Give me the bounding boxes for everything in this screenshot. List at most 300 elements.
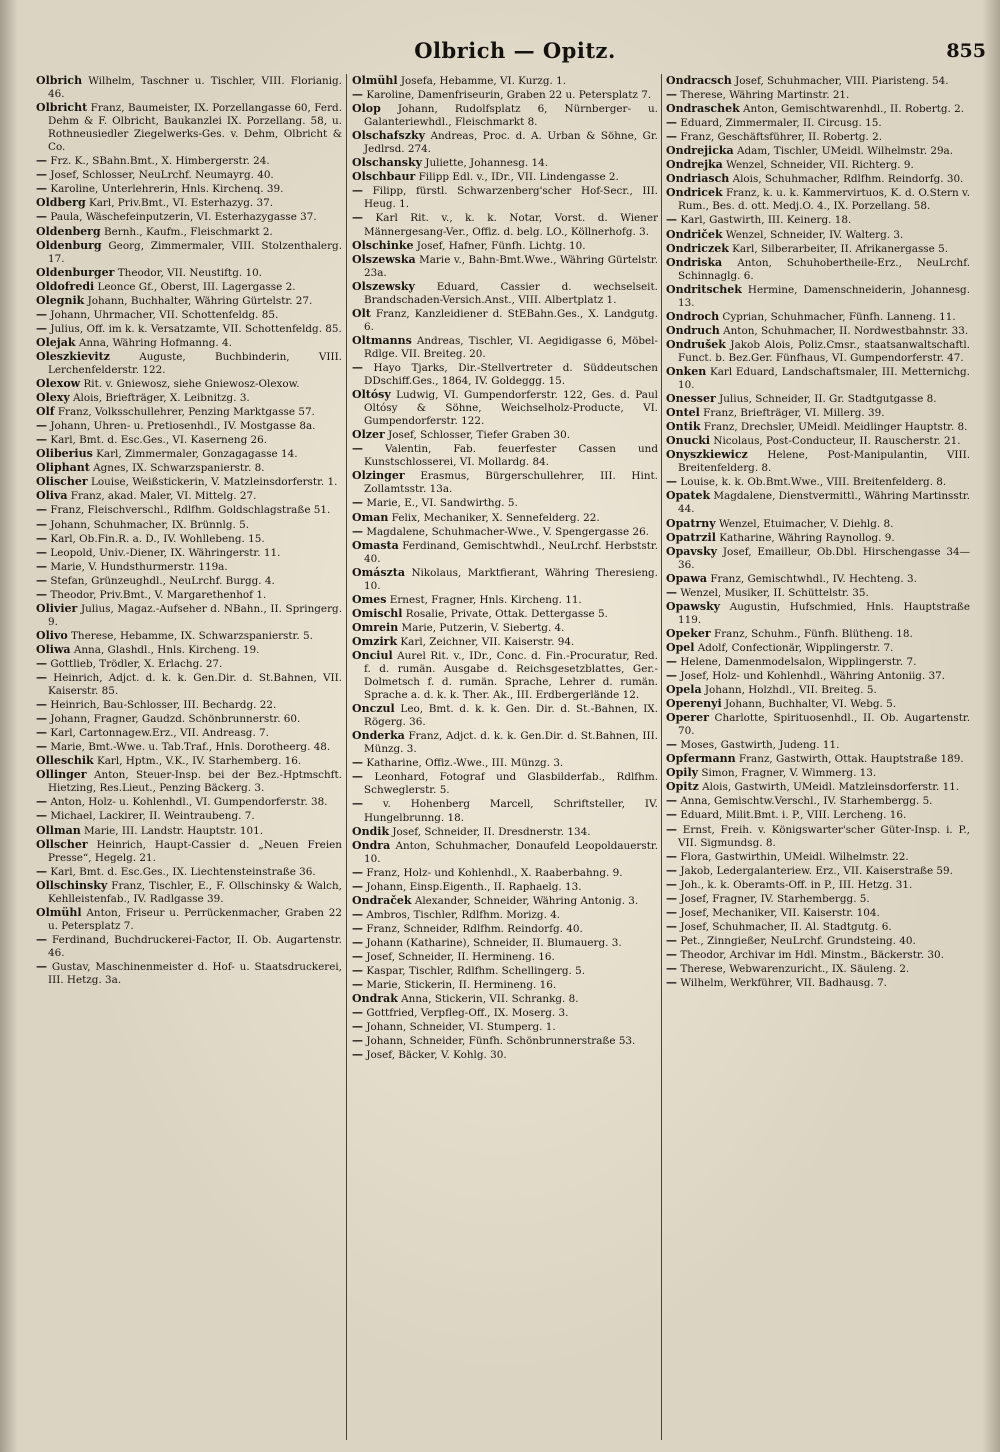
entry-details: Marie, Stickerin, II. Hermineng. 16. <box>366 979 557 992</box>
entry-details: Franz, Schneider, Rdlfhm. Reindorfg. 40. <box>366 922 583 935</box>
entry-surname: — <box>352 879 363 893</box>
entry-surname: — <box>36 182 47 196</box>
entry-surname: Olmühl <box>36 905 82 919</box>
entry-surname: — <box>36 726 47 740</box>
directory-entry <box>666 242 970 256</box>
entry-details: Karl, Hptm., V.K., IV. Starhemberg. 16. <box>96 755 302 768</box>
entry-details: Johann (Katharine), Schneider, II. Blumauerg. 3. <box>366 936 622 949</box>
entry-surname: Olbrich <box>36 74 83 87</box>
entry-details: Johann, Uhren- u. Pretiosenhdl., IV. Mostgasse 8a. <box>50 420 316 433</box>
entry-details: Anna, Gemischtw.Verschl., IV. Starhembergg. 5. <box>680 795 933 808</box>
directory-entry <box>666 752 970 766</box>
directory-entry <box>352 866 658 880</box>
entry-details: Franz, Gastwirth, Ottak. Hauptstraße 189. <box>738 753 964 766</box>
entry-details: Augustin, Hufschmied, Hnls. Hauptstraße 119. <box>678 600 970 626</box>
entry-surname: — <box>666 585 677 599</box>
directory-entry <box>36 74 342 101</box>
directory-entry <box>36 960 342 987</box>
entry-details: Filipp Edl. v., IDr., VII. Lindengasse 2. <box>418 171 619 184</box>
entry-surname: Oliwa <box>36 642 71 656</box>
directory-entry <box>352 593 658 607</box>
entry-surname: Olejak <box>36 335 76 349</box>
directory-entry <box>666 517 970 531</box>
entry-surname: — <box>352 978 363 992</box>
directory-entry <box>352 280 658 307</box>
directory-entry <box>36 629 342 643</box>
entry-details: Andreas, Proc. d. A. Urban & Söhne, Gr. Jedlrsd. 274. <box>364 130 658 156</box>
entry-details: Therese, Hebamme, IX. Schwarzspanierstr. 5. <box>70 629 313 642</box>
entry-surname: — <box>36 433 47 447</box>
page-header <box>40 36 990 70</box>
directory-entry <box>666 906 970 920</box>
entry-surname: — <box>352 964 363 978</box>
directory-entry <box>36 906 342 933</box>
entry-surname: Ondriasch <box>666 172 730 186</box>
entry-details: Rit. v. Gniewosz, siehe Gniewosz-Olexow. <box>83 378 300 391</box>
entry-details: Anna, Stickerin, VII. Schrankg. 8. <box>401 993 579 1006</box>
directory-entry <box>36 405 342 419</box>
entry-details: Ernest, Fragner, Hnls. Kircheng. 11. <box>389 593 582 606</box>
directory-entry <box>36 838 342 865</box>
entry-surname: Omes <box>352 592 387 606</box>
entry-surname: Operenyi <box>666 697 722 711</box>
directory-entry <box>352 102 658 129</box>
entry-details: Franz, Geschäftsführer, II. Robertg. 2. <box>680 131 883 144</box>
entry-details: Karoline, Unterlehrerin, Hnls. Kirchenq. 39. <box>50 183 284 196</box>
entry-surname: Olivo <box>36 628 68 642</box>
entry-details: Josef, Bäcker, V. Kohlg. 30. <box>366 1049 507 1062</box>
directory-entry <box>666 892 970 906</box>
directory-entry <box>352 74 658 88</box>
entry-surname: Ondrejicka <box>666 144 734 158</box>
entry-surname: — <box>666 905 677 919</box>
entry-details: Anton, Holz- u. Kohlenhdl., VI. Gumpendorferstr. 38. <box>50 796 328 809</box>
directory-entry <box>666 144 970 158</box>
entry-surname: — <box>36 587 47 601</box>
entry-details: Adolf, Confectionär, Wipplingerstr. 7. <box>697 641 894 654</box>
entry-surname: Oliphant <box>36 461 90 475</box>
directory-entry <box>352 566 658 593</box>
directory-entry <box>36 503 342 517</box>
entry-details: Kaspar, Tischler, Rdlfhm. Schellingerg. 5. <box>366 965 586 978</box>
entry-surname: Oldenburg <box>36 238 102 252</box>
entry-details: Eduard, Milit.Bmt. i. P., VIII. Lercheng. 16. <box>680 809 907 822</box>
directory-entry <box>352 253 658 280</box>
entry-details: Magdalene, Schuhmacher-Wwe., V. Spengergasse 26. <box>366 525 649 538</box>
entry-details: Johann, Schneider, VI. Stumperg. 1. <box>366 1021 556 1034</box>
directory-entry <box>36 643 342 657</box>
entry-surname: — <box>36 307 47 321</box>
directory-entry <box>666 683 970 697</box>
entry-surname: — <box>666 88 677 102</box>
directory-entry <box>352 756 658 770</box>
entry-surname: Olop <box>352 102 381 116</box>
directory-entry <box>666 962 970 976</box>
directory-entry <box>666 102 970 116</box>
entry-surname: Ondriczek <box>666 241 729 255</box>
entry-surname: — <box>666 962 677 975</box>
entry-surname: Oliberius <box>36 447 93 461</box>
entry-details: Marie, V. Hundsthurmerstr. 119a. <box>50 560 228 573</box>
entry-surname: — <box>666 794 677 808</box>
directory-entry <box>666 256 970 283</box>
entry-details: Katharine, Währing Raynollog. 9. <box>719 531 895 544</box>
entry-details: Johann, Schneider, Fünfh. Schönbrunnerstraße 53. <box>366 1035 636 1048</box>
entry-surname: — <box>352 865 363 879</box>
entry-details: Julius, Magaz.-Aufseher d. NBahn., II. Springerg. 9. <box>48 602 342 628</box>
column-middle <box>352 74 658 1444</box>
entry-surname: — <box>666 947 677 961</box>
entry-details: Gottfried, Verpfleg-Off., IX. Moserg. 3. <box>366 1007 569 1020</box>
entry-surname: Olivier <box>36 601 78 615</box>
entry-details: Wenzel, Schneider, VII. Richterg. 9. <box>726 159 914 172</box>
directory-entry <box>36 768 342 795</box>
directory-entry <box>666 158 970 172</box>
entry-details: Josef, Emailleur, Ob.Dbl. Hirschengasse 34—36. <box>678 545 970 571</box>
directory-entry <box>666 697 970 711</box>
directory-entry <box>352 511 658 525</box>
directory-entry <box>36 239 342 266</box>
directory-entry <box>36 280 342 294</box>
entry-surname: — <box>352 524 363 538</box>
entry-details: Josef, Schneider, II. Hermineng. 16. <box>366 951 555 963</box>
entry-details: Auguste, Buchbinderin, VIII. Lerchenfelderstr. 122. <box>48 350 342 376</box>
entry-details: Heinrich, Adjct. d. k. k. Gen.Dir. d. St.Bahnen, VII. Kaiserstr. 85. <box>48 672 342 698</box>
entry-details: Alois, Briefträger, X. Leibnitzg. 3. <box>73 392 250 405</box>
entry-surname: — <box>352 1020 363 1034</box>
entry-details: Charlotte, Spirituosenhdl., II. Ob. Augartenstr. 70. <box>678 712 970 738</box>
entry-details: Johann, Einsp.Eigenth., II. Raphaelg. 13. <box>366 880 582 893</box>
entry-surname: Ollinger <box>36 768 87 782</box>
entry-surname: — <box>36 210 47 224</box>
entry-details: Gottlieb, Trödler, X. Erlachg. 27. <box>50 657 223 670</box>
directory-entry <box>666 88 970 102</box>
entry-surname: — <box>352 770 363 784</box>
directory-entry <box>666 586 970 600</box>
entry-surname: Olf <box>36 405 55 419</box>
directory-entry <box>352 649 658 702</box>
entry-surname: Onken <box>666 364 707 378</box>
entry-surname: — <box>666 213 677 227</box>
directory-entry <box>352 1020 658 1034</box>
directory-entry <box>36 196 342 210</box>
entry-details: Franz, k. u. k. Kammervirtuos, K. d. O.Stern v. Rum., Bes. d. ott. Medj.O. 4., IX. Porzellang. 58. <box>678 187 970 213</box>
entry-surname: — <box>36 712 47 726</box>
directory-entry <box>666 172 970 186</box>
directory-entry <box>352 908 658 922</box>
directory-entry <box>666 420 970 434</box>
entry-surname: Opela <box>666 683 702 697</box>
entry-details: Jakob Alois, Poliz.Cmsr., staatsanwaltschaftl. Funct. b. Bez.Ger. Fünfhaus, VI. Gumpendorferstr. 47. <box>678 338 970 364</box>
directory-entry <box>666 766 970 780</box>
directory-entry <box>36 433 342 447</box>
entry-surname: — <box>352 935 363 949</box>
entry-surname: Olszewsky <box>352 279 415 293</box>
entry-surname: — <box>36 864 47 878</box>
entry-details: Alois, Gastwirth, UMeidl. Matzleinsdorferstr. 11. <box>702 781 960 794</box>
entry-details: Anton, Schuhobertheile-Erz., NeuLrchf. Schinnaglg. 6. <box>678 256 970 282</box>
directory-entry <box>666 228 970 242</box>
entry-surname: — <box>666 116 677 130</box>
entry-surname: — <box>666 738 677 752</box>
entry-details: Anton, Steuer-Insp. bei der Bez.-Hptmschft. Hietzing, Res.Lieut., Penzing Bäckerg. 3. <box>48 769 342 795</box>
directory-entry <box>36 532 342 546</box>
entry-details: Josef, Fragner, IV. Starhembergg. 5. <box>680 892 870 905</box>
directory-entry <box>352 880 658 894</box>
entry-details: Franz, Tischler, E., F. Ollschinsky & Walch, Kehlleistenfab., IV. Radlgasse 39. <box>48 879 342 905</box>
directory-entry <box>666 600 970 627</box>
entry-details: Hayo Tjarks, Dir.-Stellvertreter d. Süddeutschen DDschiff.Ges., 1864, IV. Goldeggg. 15. <box>364 361 658 388</box>
entry-surname: — <box>36 517 47 531</box>
entry-surname: Onciul <box>352 648 393 662</box>
directory-entry <box>352 388 658 428</box>
directory-entry <box>36 518 342 532</box>
entry-surname: — <box>352 907 363 921</box>
entry-surname: Olschinke <box>352 238 414 252</box>
entry-surname: Omischl <box>352 606 403 620</box>
directory-entry <box>666 434 970 448</box>
entry-surname: Olmühl <box>352 74 398 87</box>
directory-entry <box>36 754 342 768</box>
directory-entry <box>36 740 342 754</box>
entry-details: Johann, Uhrmacher, VII. Schottenfeldg. 85. <box>50 308 279 321</box>
directory-entry <box>36 294 342 308</box>
entry-surname: Oltmanns <box>352 333 412 347</box>
directory-entry <box>352 894 658 908</box>
directory-entry <box>352 539 658 566</box>
directory-entry <box>666 711 970 738</box>
entry-details: Andreas, Tischler, VI. Aegidigasse 6, Möbel-Rdlge. VII. Breiteg. 20. <box>364 334 658 360</box>
entry-surname: — <box>36 545 47 559</box>
directory-entry <box>352 992 658 1006</box>
entry-surname: Olschbaur <box>352 170 416 184</box>
directory-entry <box>666 794 970 808</box>
entry-details: Marie, Putzerin, V. Siebertg. 4. <box>401 621 565 634</box>
directory-entry <box>666 948 970 962</box>
entry-surname: Olzer <box>352 428 385 442</box>
entry-surname: — <box>36 573 47 587</box>
entry-details: Franz, akad. Maler, VI. Mittelg. 27. <box>70 490 257 503</box>
directory-entry <box>36 546 342 560</box>
entry-surname: Oltósy <box>352 388 391 402</box>
directory-entry <box>352 936 658 950</box>
directory-entry <box>352 621 658 635</box>
directory-entry <box>352 964 658 978</box>
entry-details: Karl, Zimmermaler, Gonzagagasse 14. <box>96 448 298 461</box>
entry-surname: Opawsky <box>666 599 721 613</box>
directory-entry <box>36 336 342 350</box>
entry-surname: — <box>666 877 677 891</box>
directory-entry <box>36 933 342 960</box>
directory-entry <box>352 729 658 756</box>
entry-details: Franz, Holz- und Kohlenhdl., X. Raaberbahng. 9. <box>366 866 623 879</box>
entry-surname: — <box>352 797 363 811</box>
directory-entry <box>36 657 342 671</box>
directory-entry <box>352 825 658 839</box>
entry-details: Joh., k. k. Oberamts-Off. in P., III. Hetzg. 31. <box>680 878 913 891</box>
directory-entry <box>36 602 342 629</box>
entry-details: Anna, Glashdl., Hnls. Kircheng. 19. <box>73 643 260 656</box>
directory-entry <box>666 74 970 88</box>
directory-entry <box>666 864 970 878</box>
entry-surname: — <box>352 921 363 935</box>
directory-entry <box>666 627 970 641</box>
entry-surname: Oman <box>352 510 389 524</box>
entry-surname: Onderka <box>352 729 405 743</box>
directory-entry <box>352 839 658 866</box>
entry-surname: — <box>36 321 47 335</box>
entry-surname: — <box>352 1034 363 1048</box>
entry-details: Ferdinand, Gemischtwhdl., NeuLrchf. Herbststr. 40. <box>364 539 658 565</box>
entry-details: Heinrich, Haupt-Cassier d. „Neuen Freien Presse“, Hegelg. 21. <box>48 838 342 864</box>
directory-entry <box>36 419 342 433</box>
entry-surname: Olbricht <box>36 101 88 115</box>
directory-entry <box>36 489 342 503</box>
entry-details: Leonhard, Fotograf und Glasbilderfab., Rdlfhm. Schweglerstr. 5. <box>364 771 658 797</box>
directory-entry <box>352 211 658 238</box>
directory-entry <box>666 392 970 406</box>
entry-surname: — <box>666 130 677 144</box>
entry-details: Karoline, Damenfriseurin, Graben 22 u. Petersplatz 7. <box>366 89 652 102</box>
entry-surname: Olexow <box>36 377 81 391</box>
entry-details: Alois, Schuhmacher, Rdlfhm. Reindorfg. 30. <box>732 173 964 186</box>
entry-details: Wilhelm, Werkführer, VII. Badhausg. 7. <box>680 977 887 990</box>
directory-entry <box>352 129 658 156</box>
entry-details: Magdalene, Dienstvermittl., Währing Martinsstr. 44. <box>678 490 970 516</box>
directory-entry <box>352 334 658 361</box>
entry-details: Stefan, Grünzeughdl., NeuLrchf. Burgg. 4. <box>50 574 275 587</box>
entry-surname: — <box>666 654 677 668</box>
running-title: Olbrich — Opitz. <box>414 38 616 63</box>
entry-details: Karl, Bmt. d. Esc.Ges., IX. Liechtensteinstraße 36. <box>50 865 316 878</box>
entry-surname: Opawa <box>666 571 707 585</box>
entry-surname: — <box>666 976 677 990</box>
entry-details: Filipp, fürstl. Schwarzenberg'scher Hof-Secr., III. Heug. 1. <box>364 185 658 211</box>
directory-entry <box>352 770 658 797</box>
directory-entry <box>352 496 658 510</box>
entry-surname: Operer <box>666 711 709 725</box>
entry-details: Marie, III. Landstr. Hauptstr. 101. <box>84 824 264 837</box>
entry-details: Johann, Schuhmacher, IX. Brünnlg. 5. <box>50 518 250 531</box>
entry-surname: — <box>666 891 677 905</box>
entry-details: Anton, Gemischtwarenhdl., II. Robertg. 2. <box>743 103 965 116</box>
entry-surname: Opel <box>666 640 695 654</box>
directory-entry <box>352 978 658 992</box>
directory-entry <box>352 428 658 442</box>
entry-details: Karl, Bmt. d. Esc.Ges., VI. Kaserneng 26. <box>50 434 268 447</box>
page-number: 855 <box>946 40 986 62</box>
directory-entry <box>666 655 970 669</box>
directory-entry <box>666 116 970 130</box>
directory-entry <box>36 588 342 602</box>
entry-details: Johann, Holzhdl., VII. Breiteg. 5. <box>704 684 877 697</box>
entry-surname: — <box>352 756 363 770</box>
entry-details: Josef, Schlosser, NeuLrchf. Neumayrg. 40. <box>50 169 274 182</box>
entry-surname: Ondracsch <box>666 74 732 87</box>
entry-surname: — <box>352 184 363 198</box>
entry-details: Alexander, Schneider, Währing Antonig. 3. <box>414 894 639 907</box>
entry-details: Karl Eduard, Landschaftsmaler, III. Metternichg. 10. <box>678 365 970 392</box>
entry-details: Therese, Währing Martinstr. 21. <box>680 89 850 102</box>
entry-details: Wenzel, Schneider, IV. Walterg. 3. <box>725 228 904 241</box>
entry-surname: Opatrzil <box>666 530 716 544</box>
entry-details: Nikolaus, Marktfierant, Währing Theresieng. 10. <box>364 566 658 592</box>
entry-surname: Omásztа <box>352 565 405 579</box>
directory-entry <box>666 878 970 892</box>
entry-surname: Olzinger <box>352 469 405 483</box>
entry-details: Eduard, Cassier d. wechselseit. Brandschaden-Versich.Anst., VIII. Albertplatz 1. <box>364 280 658 306</box>
entry-details: Nicolaus, Post-Conducteur, II. Rauscherstr. 21. <box>713 435 961 448</box>
directory-entry <box>36 879 342 906</box>
directory-entry <box>666 186 970 213</box>
entry-surname: — <box>352 442 363 456</box>
entry-details: Franz, Kanzleidiener d. StEBahn.Ges., X. Landgutg. 6. <box>364 307 658 333</box>
directory-entry <box>36 824 342 838</box>
entry-details: Helene, Damenmodelsalon, Wipplingerstr. 7. <box>680 655 917 668</box>
entry-surname: — <box>352 950 363 963</box>
entry-details: Franz, Drechsler, UMeidl. Meidlinger Hauptstr. 8. <box>703 421 968 434</box>
entry-surname: Ondrušek <box>666 337 726 351</box>
entry-details: Karl, Zeichner, VII. Kaiserstr. 94. <box>400 635 575 648</box>
directory-entry <box>352 361 658 388</box>
entry-details: Marie, Bmt.-Wwe. u. Tab.Traf., Hnls. Dorotheerg. 48. <box>50 741 331 754</box>
entry-surname: Opatrny <box>666 516 716 530</box>
entry-details: Franz, Schuhm., Fünfh. Blütheng. 18. <box>714 627 913 640</box>
entry-details: Josef, Schneider, II. Dresdnerstr. 134. <box>392 825 591 838</box>
entry-details: Josef, Holz- und Kohlenhdl., Währing Antoniig. 37. <box>680 670 946 683</box>
entry-details: Anton, Schuhmacher, Donaufeld Leopoldauerstr. 10. <box>364 839 658 865</box>
directory-entry <box>352 88 658 102</box>
directory-entry <box>36 101 342 154</box>
directory-entry <box>352 1048 658 1062</box>
entry-surname: Opatek <box>666 489 711 503</box>
entry-surname: Oliva <box>36 489 68 503</box>
entry-surname: — <box>36 740 47 754</box>
directory-entry <box>36 391 342 405</box>
entry-details: Josef, Hafner, Fünfh. Lichtg. 10. <box>416 239 586 252</box>
entry-details: Karl, Gastwirth, III. Keinerg. 18. <box>680 214 852 227</box>
directory-entry <box>666 780 970 794</box>
directory-entry <box>352 607 658 621</box>
entry-surname: Olt <box>352 306 371 320</box>
entry-surname: Opfermann <box>666 752 736 766</box>
entry-details: Simon, Fragner, V. Wimmerg. 13. <box>701 767 877 780</box>
entry-details: Therese, Webwarenzuricht., IX. Säuleng. 2. <box>680 963 910 975</box>
entry-details: Johann, Buchhalter, VI. Webg. 5. <box>724 698 897 711</box>
column-rule <box>346 74 347 1440</box>
directory-entry <box>666 448 970 475</box>
entry-surname: Oleszkievitz <box>36 349 110 363</box>
entry-details: Franz, Adjct. d. k. k. Gen.Dir. d. St.Bahnen, III. Münzg. 3. <box>364 730 658 756</box>
directory-entry <box>666 324 970 338</box>
entry-surname: Ondriska <box>666 255 723 269</box>
entry-surname: Ondra <box>352 838 391 852</box>
entry-surname: — <box>36 503 47 517</box>
entry-surname: Ondraschek <box>666 102 740 116</box>
directory-entry <box>36 475 342 489</box>
entry-surname: — <box>36 559 47 573</box>
directory-entry <box>666 475 970 489</box>
entry-details: Helene, Post-Manipulantin, VIII. Breitenfelderg. 8. <box>678 449 970 475</box>
directory-entry <box>352 1034 658 1048</box>
entry-surname: — <box>352 1006 363 1020</box>
entry-surname: Ollschinsky <box>36 878 108 892</box>
entry-details: Ferdinand, Buchdruckerei-Factor, II. Ob. Augartenstr. 46. <box>48 933 342 959</box>
directory-entry <box>666 489 970 516</box>
directory-entry <box>666 850 970 864</box>
entry-surname: Onucki <box>666 434 711 448</box>
entry-details: Louise, k. k. Ob.Bmt.Wwe., VIII. Breitenfelderg. 8. <box>680 476 947 489</box>
